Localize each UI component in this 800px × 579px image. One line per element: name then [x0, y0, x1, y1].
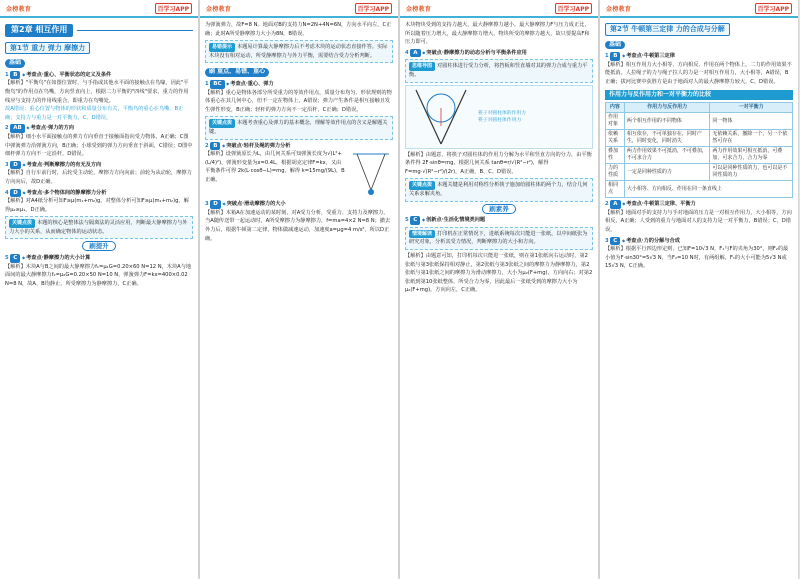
knowledge-point: ◆ 突破点·轻杆及绳的弹力分析: [222, 143, 290, 149]
answer-badge: B: [10, 71, 20, 80]
question-1: 1 BC ◆ 考查点·重心、弹力 【解析】重心是物体各部分所受重力的等效作用点，质量分布均匀、形状规则的物体重心在其几何中心，但不一定在物体上，A错误；弹力产生条件是相互接触且发生弹性形变，B正确；轻杆的弹力方向不一定沿杆，C正确；D错误。: [205, 80, 393, 114]
tip-box: 关键点拨 本题考查重心及弹力的基本概念，理解等效作用点的含义是解题关键。: [205, 116, 393, 139]
table-cell: 一定是同种性质的力: [624, 164, 710, 181]
knowledge-point: ◆ 考查点·力的分解与合成: [622, 238, 680, 244]
knowledge-point: ◆ 考查点·重心、平衡状态的定义及条件: [22, 72, 111, 78]
level-divider: 刷提升: [5, 242, 193, 251]
page-1: [0, 0, 198, 579]
answer-badge: D: [10, 161, 21, 170]
table-row: [606, 164, 793, 181]
question-5: 5 C ◆ 创新点·生活化情境类问题 情境解读 打印机在正常情况下，进纸系统每次只能进一张纸，以中间纸张为研究对象，分析其受力情况，判断摩擦力的大小和方向。 【解析】由题意可知，打印机每次只能进一张纸，则在第1张纸向右运动时，第2张纸与第3张纸保持相对静止，第2张纸与第3张纸之间的摩擦力为静摩擦力，第2张纸与第1张纸之间的摩擦力为滑动摩擦力，大小为μ₂(F+mg)，方向向右；对第2张纸到第10张纸整体，所受合力为零，因此最后一张纸受到的摩擦力大小为μ₂(F+mg)，方向向左，C正确。: [405, 216, 593, 295]
answer-badge: A: [610, 200, 620, 209]
solution-text: 【解析】木块A与B之间的最大静摩擦力f₁=μ₁G=0.20×60 N=12 N，木块A与地面间的最大静摩擦力f₂=μ₂G=0.20×50 N=10 N，弹簧弹力F=kx=400×0.02 N=8 N，故A、B均静止，所受摩擦力为静摩擦力，C正确。: [5, 263, 192, 287]
solution-text: 【解析】设弹簧原长为L，由几何关系可知弹簧长度为√(L²+(L/4)²)，弹簧形变量为x=0.4L，根据胡克定律F=kx，又由平衡条件可得 2k(L·cosθ−L)=mg，解得 k=15mg/(9L)，B正确。: [205, 151, 345, 183]
table-row: [606, 113, 793, 130]
table-cell: 大小相等、方向相反、作用在同一条直线上: [624, 181, 792, 198]
table-cell: 依赖关系: [606, 130, 625, 147]
page-4: [600, 0, 798, 579]
chopstick-figure: [405, 85, 593, 149]
answer-badge: D: [10, 189, 21, 198]
cone-diagram: [406, 86, 476, 148]
page-header: 金榜教育 百学习APP: [200, 0, 398, 18]
section-title: 第2节 牛顿第三定律 力的合成与分解: [605, 23, 730, 36]
knowledge-point: ◆ 考查点·弹力的方向: [26, 125, 74, 131]
question-2: 2 B ◆ 突破点·轻杆及绳的弹力分析 【解析】设弹簧原长为L，由几何关系可知弹簧长度为√(L²+(L/4)²)，弹簧形变量为x=0.4L，根据胡克定律F=kx，又由平衡条件可得 2k(L·cosθ−L)=mg，解得 k=15mg/(9L)，B正确。: [205, 142, 393, 199]
knowledge-point: ◆ 突破点·滑动摩擦力的大小: [223, 201, 286, 207]
tip-box: 关键点拨 本题关键是利用对称性分析筷子施加给圆柱体的两个力，结合几何关系求解夹角。: [405, 178, 593, 201]
answer-badge: C: [610, 237, 620, 246]
solution-text: 【解析】地面对手的支持力与手对地面的压力是一对相互作用力，大小相等，方向相反，A正确；人受到的重力与地面对人的支持力是一对平衡力，B错误；C、D错误。: [605, 209, 792, 233]
chapter-title: 第2章 相互作用: [5, 24, 193, 37]
question-2: 2 A ◆ 考查点·牛顿第三定律、平衡力 【解析】地面对手的支持力与手对地面的压力是一对相互作用力，大小相等，方向相反，A正确；人受到的重力与地面对人的支持力是一对平衡力，B错误；C、D错误。: [605, 200, 793, 234]
answer-badge: BC: [210, 80, 224, 89]
question-3: 3 D ◆ 考查点·判断摩擦力的有无及方向 【解析】自行车前行时，后轮受主动轮，摩擦力方向向前；前轮为从动轮，摩擦力方向向后，故D正确。: [5, 161, 193, 187]
solution-text: 【解析】细小水平面接触点的弹力方向垂直于接触面指向受力物体，A正确；C图中弹簧弹力沿弹簧方向，B正确；小球受到的弹力方向垂直于斜面，C错误；D图中细杆弹力方向不一定沿杆，D错误。: [5, 133, 193, 158]
mindmap-box: 思维导图 对圆柱体进行受力分析，将挡板和竖直墙对其的弹力合成与重力平衡。: [405, 59, 593, 82]
table-cell: 相同点: [606, 181, 625, 198]
answer-badge: AB: [10, 124, 24, 133]
table-row: [606, 147, 793, 164]
table-header: 内容: [606, 103, 625, 113]
table-row: [606, 130, 793, 147]
solution-text: 【解析】重心是物体各部分所受重力的等效作用点，质量分布均匀、形状规则的物体重心在其几何中心，但不一定在物体上，A错误；弹力产生条件是相互接触且发生弹性形变，B正确；轻杆的弹力方向不一定沿杆，C正确；D错误。: [205, 89, 392, 113]
question-2: 2 AB ◆ 考查点·弹力的方向 【解析】细小水平面接触点的弹力方向垂直于接触面指向受力物体，A正确；C图中弹簧弹力沿弹簧方向，B正确；小球受到的弹力方向垂直于斜面，C错误；D图中细杆弹力方向不一定沿杆，D错误。: [5, 124, 193, 158]
figure-label: 筷子对圆柱体作用力: [478, 117, 522, 123]
solution-text: 故A错误；重心位置与物体的形状和质量分布有关，平衡鸟的重心在鸟嘴，B正确；支持力与重力是一对平衡力，C、D错误。: [5, 106, 184, 121]
solution-text: 【解析】"平衡鸟"在如图位置时，与手指或其他水平面的接触点在鸟喙，因此"平衡鸟"的作用点在鸟嘴，方向竖直向上，根据二力平衡的"四线"要求，重力的作用线应与支持力的作用线重合，即重力在鸟嘴处。: [5, 80, 189, 104]
knowledge-point: ◆ 创新点·生活化情境类问题: [422, 217, 485, 223]
table-cell: 两力作用效果不可抵消，不可叠加，不可求合力: [624, 147, 710, 164]
level-tag: 基础: [5, 59, 25, 68]
question-3: 3 C ◆ 考查点·力的分解与合成 【解析】根据平行四边形定则，已知F=10√3 N，F₁与F的夹角为30°，则F₂的最小值为F·sin30°=5√3 N，当F₂=10 N时，有两组解，F₁的大小可能为5√3 N或15√3 N，C正确。: [605, 237, 793, 271]
solution-text: 【解析】由题意可知，打印机每次只能进一张纸，则在第1张纸向右运动时，第2张纸与第3张纸保持相对静止，第2张纸与第3张纸之间的摩擦力为静摩擦力，第2张纸与第1张纸之间的摩擦力为滑动摩擦力，大小为μ₂(F+mg)，方向向右；对第2张纸到第10张纸整体，所受合力为零，因此最后一张纸受到的摩擦力大小为μ₂(F+mg)，方向向左，C正确。: [405, 252, 593, 294]
situation-box: 情境解读 打印机在正常情况下，进纸系统每次只能进一张纸，以中间纸张为研究对象，分析其受力情况，判断摩擦力的大小和方向。: [405, 227, 593, 250]
solution-text: 【解析】由题意，将筷子对圆柱体的作用力分解为水平和竖直方向的分力，由平衡条件得 2F·sinθ=mg，根据几何关系 tanθ=r/√(R²−r²)，解得 F=mg·√(R²−r²)/(2r)，A正确，B、C、D错误。: [405, 151, 592, 175]
knowledge-point: ◆ 考查点·多个物体间的静摩擦力分析: [23, 190, 107, 196]
knowledge-point: ◆ 考查点·牛顿第三定律: [622, 53, 675, 59]
page-header: 金榜教育 百学习APP: [600, 0, 798, 18]
comparison-table: [605, 102, 793, 198]
knowledge-point: ◆ 考查点·静摩擦力的大小计算: [22, 255, 90, 261]
section-title: 第1节 重力 弹力 摩擦力: [5, 42, 90, 55]
figure-label: 筷子对圆柱体的作用力: [478, 110, 526, 116]
table-cell: 叠加性: [606, 147, 625, 164]
solution-text: 【解析】相互作用力大小相等、方向相反、作用在两个物体上，二力的作用效果不能抵消。人拉绳子的力与绳子拉人的力是一对相互作用力，大小相等，A错误，B正确；拔河比赛中获胜方是由于地面对人的最大静摩擦力较大，C、D错误。: [605, 61, 792, 85]
knowledge-point: ◆ 突破点·静摩擦力的动态分析与平衡条件应用: [422, 50, 527, 56]
solution-text: 【解析】对A4纸分析可知F≥μ(m₁+m₂)g，对整体分析可知F≥μ(m₁+m₂)g，解得μ₂≥μ₁，D正确。: [5, 198, 189, 213]
solution-text: 木块物块受到的支持力越大，最大静摩擦力越小，最大静摩擦力F与压力成正比，所以随着压力增大，最大静摩擦力增大，物块所受的摩擦力越大，故只要提高F和压力即可。: [405, 22, 590, 46]
solution-text: 【解析】自行车前行时，后轮受主动轮，摩擦力方向向前；前轮为从动轮，摩擦力方向向后，故D正确。: [5, 170, 192, 185]
table-row: [606, 181, 793, 198]
page-3: [400, 0, 598, 579]
page-2: [200, 0, 398, 579]
answer-badge: B: [610, 52, 620, 61]
knowledge-point: ◆ 考查点·重心、弹力: [226, 81, 274, 87]
question-4: 4 D ◆ 考查点·多个物体间的静摩擦力分析 【解析】对A4纸分析可知F≥μ(m₁+m₂)g，对整体分析可知F≥μ(m₁+m₂)g，解得μ₂≥μ₁，D正确。: [5, 189, 193, 215]
level-tag: 基础: [605, 41, 625, 50]
table-cell: 力的性质: [606, 164, 625, 181]
spring-diagram: [349, 150, 393, 198]
brand-logo: 金榜教育: [6, 5, 32, 13]
table-title: 作用力与反作用力和一对平衡力的比较: [605, 90, 793, 101]
question-5: 5 C ◆ 考查点·静摩擦力的大小计算 【解析】木块A与B之间的最大静摩擦力f₁=μ₁G=0.20×60 N=12 N，木块A与地面间的最大静摩擦力f₂=μ₂G=0.20×50 N=10 N，弹簧弹力F=kx=400×0.02 N=8 N，故A、B均静止，所受摩擦力为静摩擦力，C正确。: [5, 254, 193, 288]
question-4: 4 A ◆ 突破点·静摩擦力的动态分析与平衡条件应用: [405, 49, 593, 58]
table-cell: 两力作用效果可相互抵消，可叠加，可求合力，合力为零: [710, 147, 793, 164]
question-3: 3 D ◆ 突破点·滑动摩擦力的大小 【解析】木箱A在加速运动的某时刻，对A受力分析，受重力、支持力及摩擦力，当A随传送带一起运动时，A所受摩擦力为静摩擦力，f=ma=4×2 N=8 N；撤去外力后，根据牛顿第二定律，物体做减速运动，加速度a=μg=4 m/s²，所以D正确。: [205, 200, 393, 243]
knowledge-point: ◆ 考查点·判断摩擦力的有无及方向: [23, 162, 102, 168]
table-header: 作用力与反作用力: [624, 103, 710, 113]
table-cell: 同一物体: [710, 113, 793, 130]
warning-box: 易错提示 本题易计算最大静摩擦力后不考虑木块的运动状态直接作答。实际木块没有相对运动，所受静摩擦力与外力平衡，需要结合受力分析判断。: [205, 40, 393, 63]
table-cell: 可以是同种性质的力，也可以是不同性质的力: [710, 164, 793, 181]
answer-badge: C: [10, 254, 20, 263]
solution-text: 为弹簧弹力，故F=8 N。地面对B的支持力N=2N+4N=6N，方向水平向左，C正确；此时A所受静摩擦力大小为8N，B错误。: [205, 22, 392, 37]
solution-text: 【解析】根据平行四边形定则，已知F=10√3 N，F₁与F的夹角为30°，则F₂的最小值为F·sin30°=5√3 N，当F₂=10 N时，有两组解，F₁的大小可能为5√3 N或15√3 N，C正确。: [605, 246, 789, 270]
solution-text: 【解析】木箱A在加速运动的某时刻，对A受力分析，受重力、支持力及摩擦力，当A随传送带一起运动时，A所受摩擦力为静摩擦力，f=ma=4×2 N=8 N；撤去外力后，根据牛顿第二定律，物体做减速运动，加速度a=μg=4 m/s²，所以D正确。: [205, 209, 391, 242]
table-header: 一对平衡力: [710, 103, 793, 113]
question-1: 1 B ◆ 考查点·牛顿第三定律 【解析】相互作用力大小相等、方向相反、作用在两个物体上，二力的作用效果不能抵消。人拉绳子的力与绳子拉人的力是一对相互作用力，大小相等，A错误，B正确；拔河比赛中获胜方是由于地面对人的最大静摩擦力较大，C、D错误。: [605, 52, 793, 86]
app-badge: 百学习APP: [155, 3, 192, 14]
answer-badge: C: [410, 216, 420, 225]
level-divider: 刷素养: [405, 205, 593, 214]
level-tag: 刷 重点、易错、重心: [205, 68, 269, 77]
table-cell: 作用对象: [606, 113, 625, 130]
knowledge-point: ◆ 考查点·牛顿第三定律、平衡力: [622, 201, 696, 207]
table-cell: 相互依存，不可单独存在，同时产生，同时变化，同时消失: [624, 130, 710, 147]
answer-badge: A: [410, 49, 420, 58]
page-header: [0, 0, 198, 18]
question-1: 1 B ◆ 考查点·重心、平衡状态的定义及条件 【解析】"平衡鸟"在如图位置时，与手指或其他水平面的接触点在鸟喙，因此"平衡鸟"的作用点在鸟嘴，方向竖直向上，根据二力平衡的"四线"要求，重力的作用线应与支持力的作用线重合，即重力在鸟嘴处。 故A错误；重心位置与物体的形状和质量分布有关，平衡鸟的重心在鸟嘴，B正确；支持力与重力是一对平衡力，C、D错误。: [5, 71, 193, 123]
table-cell: 两个相互作用的不同物体: [624, 113, 710, 130]
page-header: 金榜教育 百学习APP: [400, 0, 598, 18]
answer-badge: B: [210, 142, 220, 151]
answer-badge: D: [210, 200, 221, 209]
table-cell: 无依赖关系，撤除一个，另一个依然可存在: [710, 130, 793, 147]
tip-box: 关键点拨 本题的核心是整体法与隔离法的灵活应用，判断最大静摩擦力与外力大小的关系，从而确定物体的运动状态。: [5, 216, 193, 239]
